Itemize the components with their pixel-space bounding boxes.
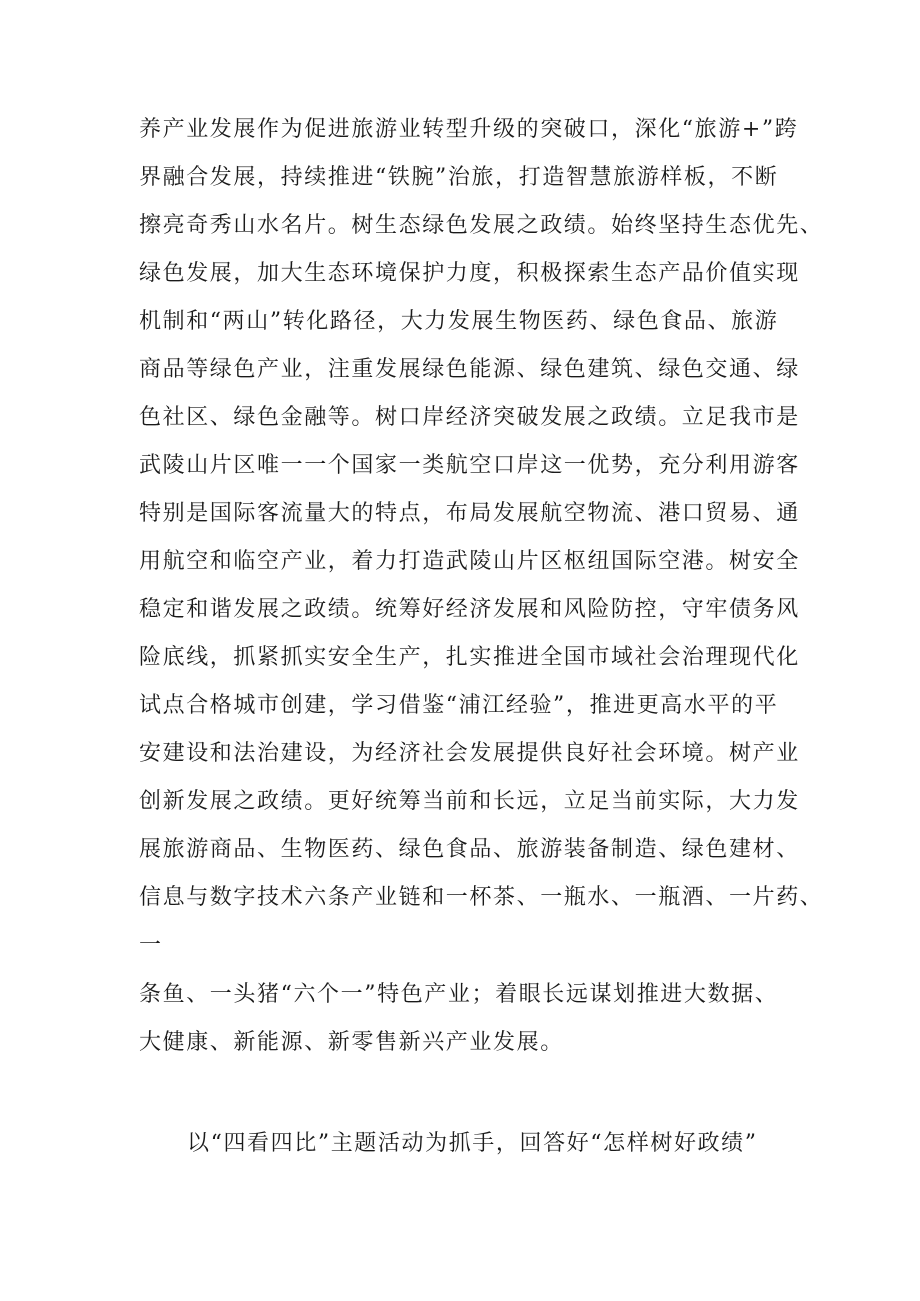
paragraph-line: 展旅游商品、生物医药、绿色食品、旅游装备制造、绿色建材、: [139, 837, 800, 862]
paragraph-line: 险底线，抓紧抓实安全生产，扎实推进全国市域社会治理现代化: [139, 645, 800, 670]
next-paragraph-line: 以“四看四比”主题活动为抓手，回答好“怎样树好政绩”: [187, 1131, 758, 1156]
paragraph-line: 商品等绿色产业，注重发展绿色能源、绿色建筑、绿色交通、绿: [139, 357, 800, 382]
paragraph-line: 试点合格城市创建，学习借鉴“浦江经验”，推进更高水平的平: [139, 693, 779, 718]
paragraph-line: 机制和“两山”转化路径，大力发展生物医药、绿色食品、旅游: [139, 309, 779, 334]
paragraph-line: 稳定和谐发展之政绩。统筹好经济发展和风险防控，守牢债务风: [139, 597, 800, 622]
paragraph-line: 条鱼、一头猪“六个一”特色产业；着眼长远谋划推进大数据、: [139, 982, 779, 1007]
paragraph-line: 用航空和临空产业，着力打造武陵山片区枢纽国际空港。树安全: [139, 549, 800, 574]
paragraph-line: 武陵山片区唯一一个国家一类航空口岸这一优势，充分利用游客: [139, 453, 800, 478]
paragraph-line: 擦亮奇秀山水名片。树生态绿色发展之政绩。始终坚持生态优先、: [139, 213, 824, 238]
paragraph-line: 一: [139, 933, 163, 958]
paragraph-line: 大健康、新能源、新零售新兴产业发展。: [139, 1030, 564, 1055]
paragraph-line: 安建设和法治建设，为经济社会发展提供良好社会环境。树产业: [139, 741, 800, 766]
paragraph-line: 色社区、绿色金融等。树口岸经济突破发展之政绩。立足我市是: [139, 405, 800, 430]
paragraph-line: 绿色发展，加大生态环境保护力度，积极探索生态产品价值实现: [139, 261, 800, 286]
paragraph-line: 养产业发展作为促进旅游业转型升级的突破口，深化“旅游+”跨: [139, 117, 799, 142]
paragraph-line: 创新发展之政绩。更好统筹当前和长远，立足当前实际，大力发: [139, 789, 800, 814]
paragraph-line: 信息与数字技术六条产业链和一杯茶、一瓶水、一瓶酒、一片药、: [139, 885, 824, 910]
paragraph-line: 界融合发展，持续推进“铁腕”治旅，打造智慧旅游样板，不断: [139, 165, 779, 190]
paragraph-line: 特别是国际客流量大的特点，布局发展航空物流、港口贸易、通: [139, 501, 800, 526]
